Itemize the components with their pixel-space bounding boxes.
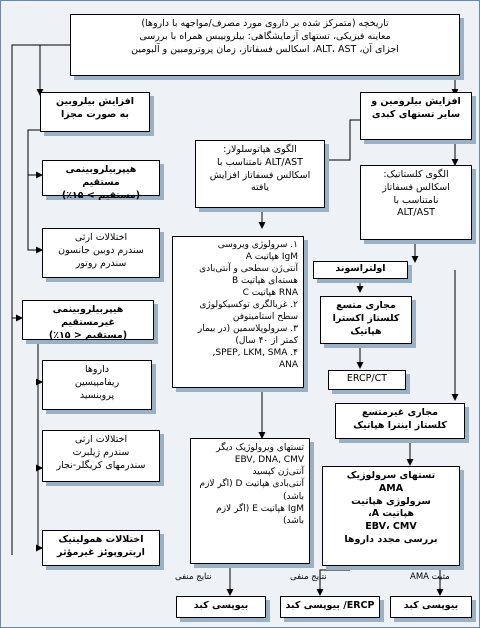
serology-line-4: هپاتیت A، (368, 508, 414, 520)
viral-line-3: آنتی‌ژن سطحی و آنتی‌بادی (199, 263, 298, 274)
viral-line-6: ۲. غربالگری توکسیکولوژی (199, 299, 298, 310)
edge-isolated-direct (28, 130, 42, 175)
biopsy-left-label: بیوپسی کبد (193, 600, 249, 611)
history-line-3: اجزای آن، ALT، AST، اسکالس فسفاتاز، زمان پروترومبین و آلبومین (131, 43, 399, 55)
viral-line-7: سطح استامینوفن (232, 311, 298, 322)
indirect-line-2: (مستقیم < ۱۵٪) (48, 329, 128, 341)
history-box (70, 14, 460, 76)
chole-line-2: اسکالس فسفاتاز (382, 181, 450, 193)
othervir-line-7: باشد) (282, 515, 304, 526)
other-virology-box (190, 438, 310, 564)
liver-line-2: سایر تستهای کبدی (371, 108, 461, 120)
ercp-biopsy-box (280, 596, 380, 618)
notdilated-line-1: مجاری غیرمتسع (362, 407, 438, 418)
dilated-line-2: کلستاز اکسترا هپاتیک (332, 312, 400, 337)
othervir-line-3: آنتی‌ژن کپسید (252, 467, 304, 478)
inherited-direct-line-2: سندرم دوبین جانسون (58, 244, 144, 256)
drugs-box (42, 360, 152, 410)
viral-line-2: IgM هپاتیت A (245, 251, 298, 262)
biopsy-right-label: بیوپسی کبد (403, 600, 459, 611)
non-dilated-ducts-box (335, 403, 465, 439)
liver-biopsy-left-box (176, 596, 266, 618)
hemolytic-line-2: اریتروپوئز غیرمؤثر (57, 546, 145, 558)
hepato-line-1: الگوی هپاتوسلولار: (223, 144, 297, 155)
hepatocellular-pattern-box (195, 140, 325, 208)
ercp-ct-box (328, 370, 406, 390)
ercp-biopsy-label: ERCP/ بیوپسی کبد (285, 600, 375, 611)
serology-line-6: بررسی مجدد داروها (344, 534, 438, 546)
indirect-hyperbilirubinemia-box (22, 300, 154, 340)
hepato-line-2: ALT/AST نامتناسب با (217, 156, 303, 168)
drugs-line-3: پروبنسید (79, 389, 115, 401)
inherited-direct-line-3: سندرم روتور (75, 257, 127, 269)
bilirubin-liver-tests-box (360, 92, 472, 140)
isolated-line-1: افزایش بیلروبین (55, 96, 135, 107)
liver-line-1: افزایش بیلرومین و (371, 96, 461, 107)
othervir-line-2: EBV, DNA, CMV (234, 455, 304, 466)
serology-line-1: تستهای سرولوژیک (346, 470, 436, 481)
history-line-1: تاریخچه (متمرکز شده بر داروی مورد مصرف/مواجهه با داروها) (141, 18, 389, 29)
serology-box (322, 466, 460, 566)
inherited-indirect-line-3: سندرمهای کریگلر-نجار (56, 459, 146, 471)
othervir-line-4: آنتی‌بادی هپاتیت D (اگر لازم (199, 479, 304, 490)
direct-line-2: (مستقیم > ۱۵٪) (61, 189, 141, 201)
direct-hyperbilirubinemia-box (42, 160, 160, 201)
ultrasound-label: اولتراسوند (335, 263, 386, 274)
drugs-line-2: ریفامپیسین (74, 376, 120, 388)
othervir-line-5: باشد) (282, 491, 304, 502)
edge-liver-hepatocellular (320, 120, 360, 160)
inherited-indirect-line-2: سندرم ژیلبرت (72, 446, 130, 458)
drugs-line-1: داروها (85, 364, 109, 375)
cholestatic-pattern-box (360, 165, 472, 240)
viral-line-1: ۱. سرولوژی ویروسی (217, 240, 298, 250)
liver-biopsy-right-box (390, 596, 472, 618)
viral-line-10: ۴. SPEP, LKM, SMA, (212, 347, 298, 358)
inherited-indirect-line-1: اختلالات ارثی (74, 434, 128, 445)
othervir-line-1: تستهای ویرولوژیک دیگر (216, 443, 304, 453)
serology-line-2: AMA (378, 482, 404, 494)
viral-line-9: کمتر از ۴۰ سال) (235, 335, 298, 346)
inherited-indirect-box (42, 430, 160, 482)
isolated-bilirubin-box (40, 92, 150, 132)
direct-line-1: هیپربیلروبینمی مستقیم (65, 164, 137, 188)
ultrasound-box (313, 261, 408, 279)
chole-line-3: نامتناسب با (393, 194, 439, 206)
hepato-line-3: اسکالس فسفاتاز افزایش یافته (209, 169, 311, 194)
hemolytic-box (42, 530, 160, 566)
indirect-line-1: هیپربیلروبینمی غیرمستقیم (52, 304, 124, 328)
negative-results-label-left: نتایج منفی (175, 572, 212, 582)
isolated-line-2: به صورت مجزا (61, 108, 129, 120)
viral-line-4: هسته‌ای هپاتیت B (231, 275, 298, 286)
ercp-ct-label: ERCP/CT (346, 373, 388, 384)
chole-line-4: ALT/AST (397, 207, 435, 219)
viral-line-5: RNA هپاتیت C (242, 287, 298, 298)
serology-line-3: سرولوژی هپاتیت (351, 495, 431, 507)
hemolytic-line-1: اختلالات همولیتیک (58, 534, 144, 545)
edge-direct-inherited (28, 175, 42, 250)
othervir-line-6: IgM هپاتیت E (اگر لازم (216, 503, 304, 514)
chole-line-1: الگوی کلستاتیک: (383, 169, 449, 180)
viral-line-11: ANA (278, 359, 298, 370)
viral-serology-panel-box (172, 236, 304, 388)
history-line-2: معاینه فیزیکی، تستهای آزمایشگاهی: بیلروبیبس همراه با بررسی (139, 30, 391, 42)
inherited-direct-line-1: اختلالات ارثی (74, 232, 128, 243)
dilated-line-1: مجاری متسع (336, 300, 396, 311)
ama-positive-label: مثبت AMA (410, 572, 450, 582)
serology-line-5: EBV، CMV (365, 521, 417, 533)
viral-line-8: ۳. سرولوپلاسمین (در بیمار (197, 323, 298, 334)
notdilated-line-2: کلستاز اینترا هپاتیک (353, 419, 447, 431)
negative-results-label-mid: نتایج منفی (290, 572, 327, 582)
dilated-ducts-box (320, 296, 412, 344)
inherited-direct-box (42, 228, 160, 278)
